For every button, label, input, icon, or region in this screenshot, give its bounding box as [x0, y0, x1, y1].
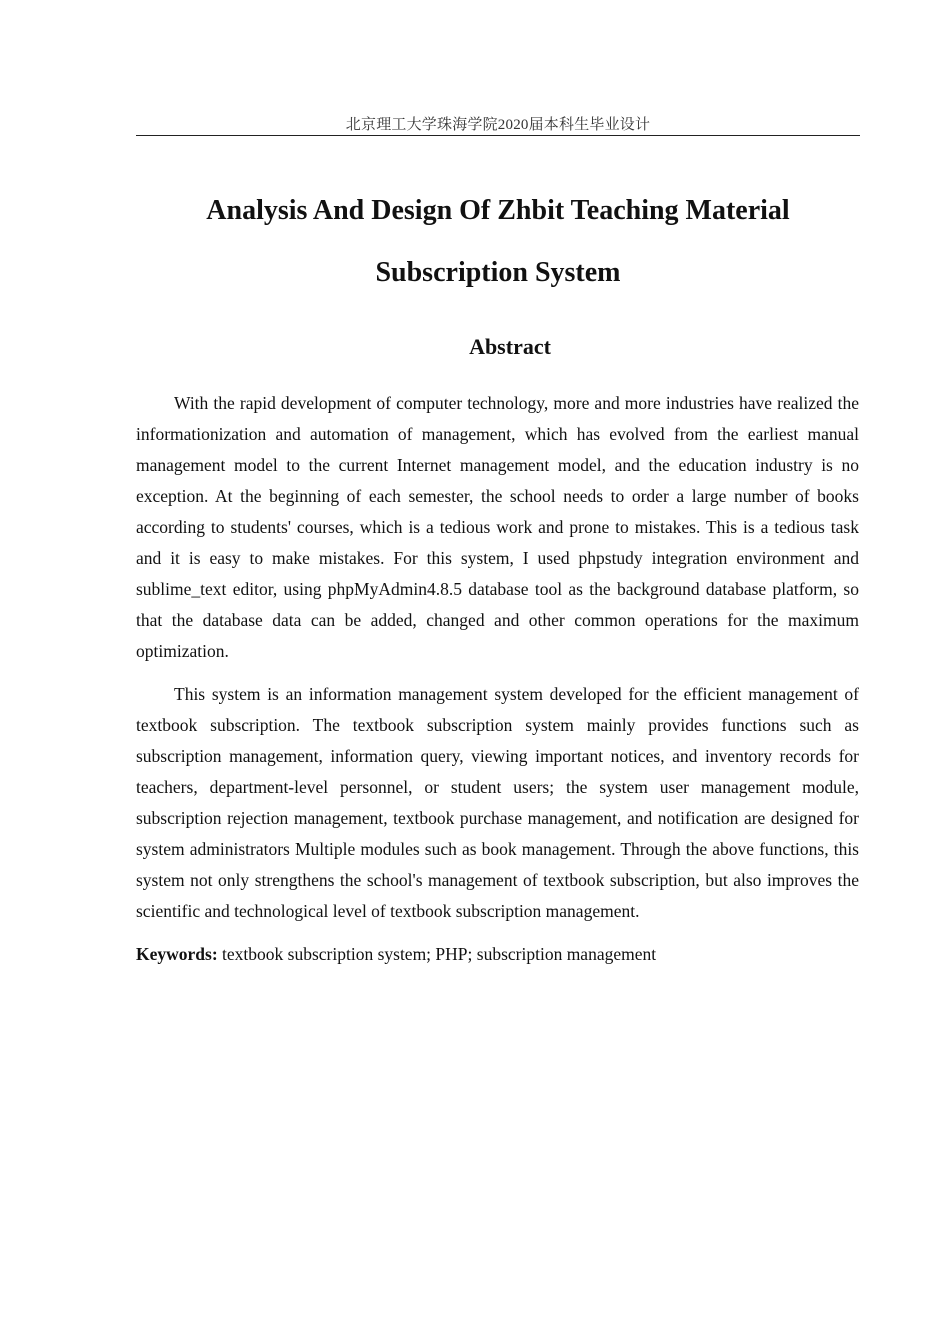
abstract-heading: Abstract — [469, 334, 551, 359]
keywords-line — [136, 939, 859, 970]
abstract-paragraph-1: With the rapid development of computer technology, more and more industries have realized the informationization and automation of management, which has evolved from the earliest manual management model to the current Internet management model, and the education industry is no exception. At the beginning of each semester, the school needs to order a large number of books according to students' courses, which is a tedious work and prone to mistakes. This is a tedious task and it is easy to make mistakes. For this system, I used phpstudy integration environment and sublime_text editor, using phpMyAdmin4.8.5 database tool as the background database platform, so that the database data can be added, changed and other common operations for the maximum optimization. — [136, 393, 859, 661]
abstract-paragraph-2: This system is an information management system developed for the efficient management of textbook subscription. The textbook subscription system mainly provides functions such as subscription management, information query, viewing important notices, and inventory records for teachers, department-level personnel, or student users; the system user management module, subscription rejection management, textbook purchase management, and notification are designed for system administrators Multiple modules such as book management. Through the above functions, this system not only strengthens the school's management of textbook subscription, but also improves the scientific and technological level of textbook subscription management. — [136, 684, 859, 921]
running-header: 北京理工大学珠海学院2020届本科生毕业设计 — [345, 117, 651, 133]
abstract-body — [136, 388, 859, 970]
keywords-label: Keywords: — [136, 944, 218, 964]
keywords-text: textbook subscription system; PHP; subscription management — [222, 944, 657, 964]
document-title: Analysis And Design Of Zhbit Teaching Material Subscription System — [206, 195, 790, 288]
header-divider — [136, 135, 860, 136]
